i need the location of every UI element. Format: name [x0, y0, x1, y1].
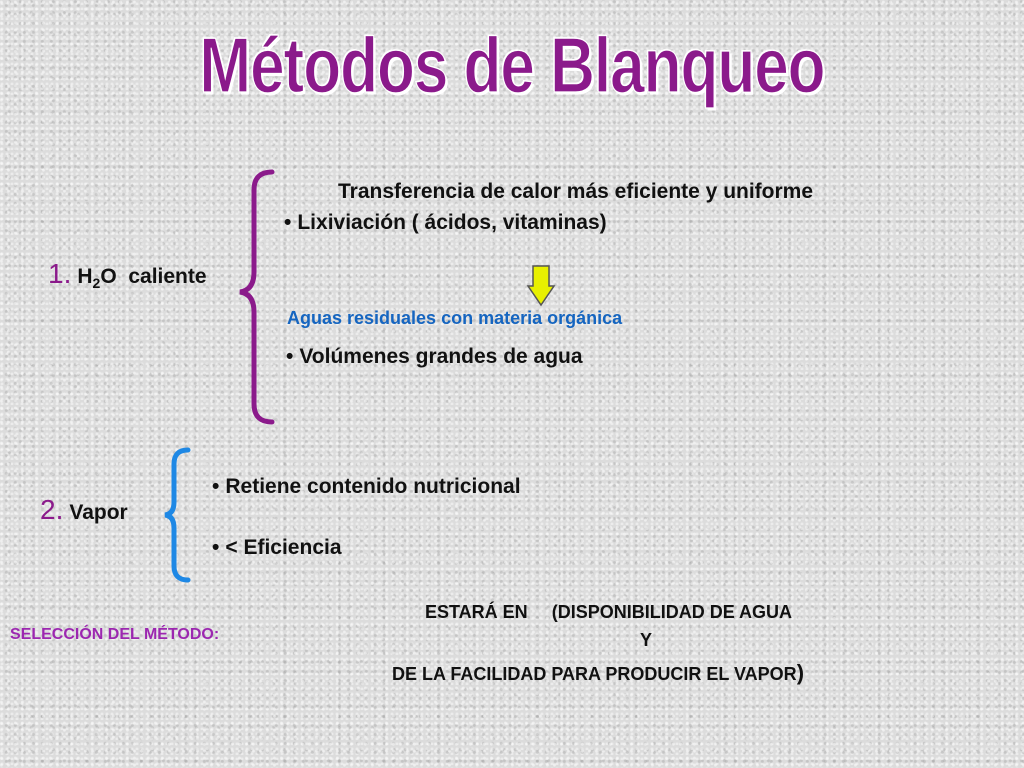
selection-line1-a: ESTARÁ EN [425, 602, 528, 622]
selection-line1-b: (DISPONIBILIDAD DE AGUA [551, 602, 793, 622]
method1-number: 1. [48, 258, 72, 289]
method1-formula-prefix: H [77, 265, 93, 288]
method1-brace [236, 168, 276, 430]
method1-bullet2-text: Volúmenes grandes de agua [299, 345, 583, 368]
method2-brace [162, 446, 192, 586]
method1-bullet1-text: Lixiviación ( ácidos, vitaminas) [297, 211, 607, 234]
selection-line3-text: DE LA FACILIDAD PARA PRODUCIR EL VAPOR [392, 664, 797, 684]
method1-bullet1 [284, 211, 607, 235]
method1-formula-sub: 2 [92, 275, 101, 292]
page-title: Métodos de Blanqueo [199, 23, 825, 110]
method2-bullet2-text: < Eficiencia [225, 536, 342, 559]
bullet-icon: • [284, 211, 292, 234]
method1-label [48, 258, 207, 291]
method1-bullet2 [286, 345, 583, 369]
method1-line1: Transferencia de calor más eficiente y uniforme [338, 180, 814, 203]
method2-bullet1 [212, 475, 521, 499]
bullet-icon: • [212, 536, 220, 559]
down-arrow-icon [526, 264, 556, 308]
selection-line2: Y [640, 630, 653, 650]
method1-formula-suffix: O caliente [100, 265, 207, 288]
bullet-icon: • [286, 345, 294, 368]
method1-note: Aguas residuales con materia orgánica [287, 308, 623, 328]
selection-line3-paren: ) [796, 660, 805, 685]
selection-line3 [392, 660, 804, 686]
method2-bullet1-text: Retiene contenido nutricional [225, 475, 521, 498]
method2-label-text: Vapor [69, 501, 128, 524]
bullet-icon: • [212, 475, 220, 498]
selection-label: SELECCIÓN DEL MÉTODO: [10, 626, 220, 643]
method2-number: 2. [40, 494, 64, 525]
selection-line1 [425, 602, 792, 623]
method2-bullet2 [212, 536, 342, 560]
method2-label [40, 494, 128, 526]
